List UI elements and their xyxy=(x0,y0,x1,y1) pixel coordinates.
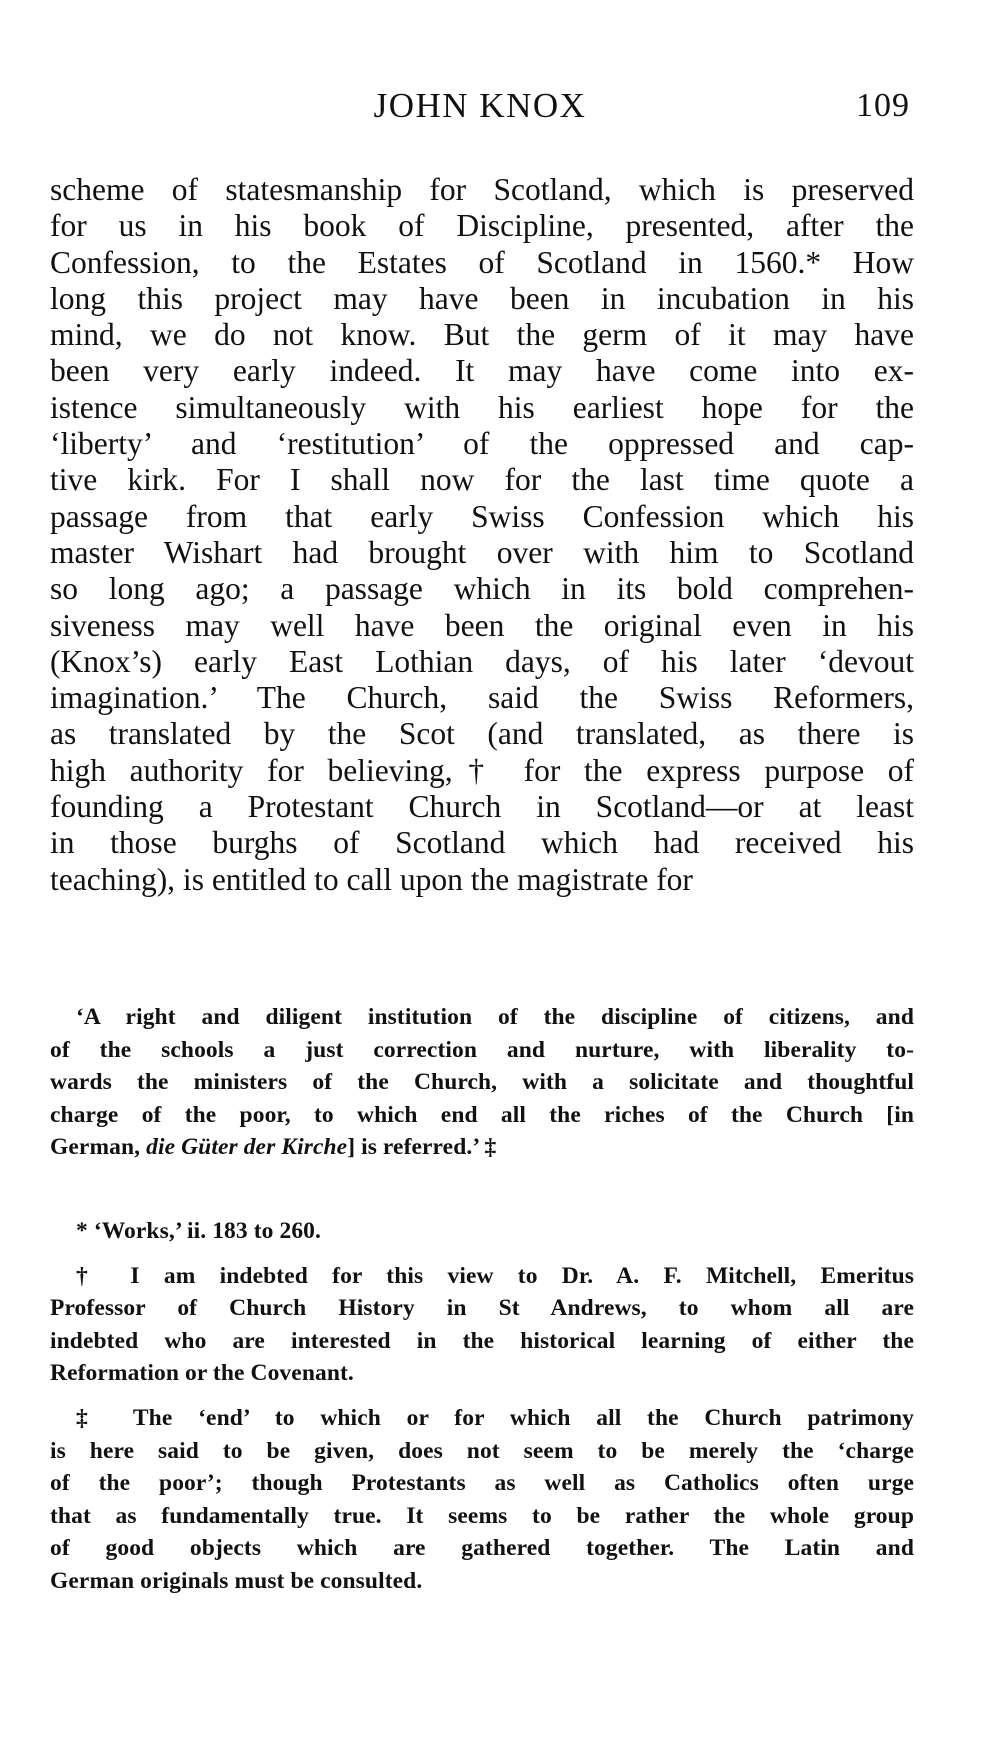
body-line: mind, we do not know. But the germ of it may have xyxy=(50,317,914,353)
footnote-line: is here said to be given, does not seem to be merely the ‘charge xyxy=(50,1437,914,1464)
footnote-dagger xyxy=(50,1260,914,1390)
footnote-line: of the poor’; though Protestants as well as Catholics often urge xyxy=(50,1470,914,1497)
footnote-line: German originals must be consulted. xyxy=(50,1567,423,1594)
body-line: been very early indeed. It may have come into ex- xyxy=(50,353,914,389)
page-number: 109 xyxy=(856,87,910,124)
body-line: in those burghs of Scotland which had received his xyxy=(50,825,914,861)
body-line: scheme of statesmanship for Scotland, which is preserved xyxy=(50,172,914,207)
footnote-line: of good objects which are gathered together. The Latin and xyxy=(50,1535,914,1562)
body-line: master Wishart had brought over with him to Scotland xyxy=(50,534,914,570)
footnote-line: Reformation or the Covenant. xyxy=(50,1360,354,1387)
body-line: founding a Protestant Church in Scotland—or at least xyxy=(50,789,914,825)
body-line: istence simultaneously with his earliest hope for the xyxy=(50,389,914,425)
body-line: as translated by the Scot (and translated, as there is xyxy=(50,716,914,752)
body-line: long this project may have been in incubation in his xyxy=(50,280,914,316)
body-line: tive kirk. For I shall now for the last time quote a xyxy=(50,462,914,498)
footnote-line: that as fundamentally true. It seems to be rather the whole group xyxy=(50,1502,914,1529)
quote-text: ] is referred.’ ‡ xyxy=(347,1134,497,1161)
footnote-line: indebted who are interested in the historical learning of either the xyxy=(50,1327,914,1354)
page-header xyxy=(50,86,910,130)
body-line: (Knox’s) early East Lothian days, of his later ‘devout xyxy=(50,643,914,679)
body-line: imagination.’ The Church, said the Swiss Reformers, xyxy=(50,680,914,716)
body-line: teaching), is entitled to call upon the magistrate for xyxy=(50,861,693,897)
quote-line: of the schools a just correction and nurture, with liberality to- xyxy=(50,1036,914,1063)
footnote-line: ‡ The ‘end’ to which or for which all the Church patrimony xyxy=(76,1404,914,1431)
footnote-line: Professor of Church History in St Andrews, to whom all are xyxy=(50,1295,914,1322)
body-line: siveness may well have been the original even in his xyxy=(50,607,914,643)
quote-text: German, xyxy=(50,1134,147,1161)
body-line: Confession, to the Estates of Scotland in 1560.* How xyxy=(50,244,914,280)
footnote-double-dagger xyxy=(50,1402,914,1598)
footnote-line: * ‘Works,’ ii. 183 to 260. xyxy=(76,1218,321,1244)
footnote-line: † I am indebted for this view to Dr. A. F. Mitchell, Emeritus xyxy=(76,1262,914,1289)
body-line: for us in his book of Discipline, presented, after the xyxy=(50,208,914,244)
body-line: passage from that early Swiss Confession which his xyxy=(50,498,914,534)
quote-line: wards the ministers of the Church, with a solicitate and thoughtful xyxy=(50,1069,914,1096)
quote-line xyxy=(50,1131,914,1164)
body-line: ‘liberty’ and ‘restitution’ of the oppressed and cap- xyxy=(50,426,914,462)
block-quote xyxy=(50,1001,914,1164)
running-title: JOHN KNOX xyxy=(373,86,587,125)
footnotes xyxy=(50,1215,914,1610)
quote-line: ‘A right and diligent institution of the discipline of citizens, and xyxy=(76,1004,914,1030)
quote-line: charge of the poor, to which end all the riches of the Church [in xyxy=(50,1101,914,1128)
body-line: so long ago; a passage which in its bold comprehen- xyxy=(50,571,914,607)
footnote-asterisk xyxy=(50,1215,914,1248)
quote-german-phrase: die Güter der Kirche xyxy=(146,1134,348,1161)
body-paragraph xyxy=(50,172,914,898)
body-line: high authority for believing,† for the express purpose of xyxy=(50,752,914,788)
